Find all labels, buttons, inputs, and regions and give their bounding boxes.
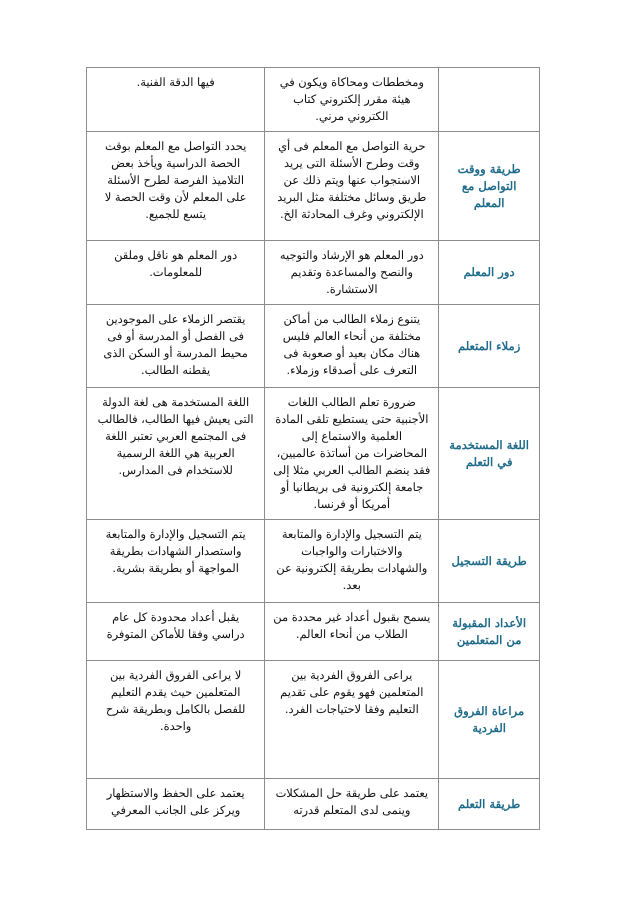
comparison-table bbox=[86, 67, 540, 830]
traditional-learning-cell: لا يراعى الفروق الفردية بين المتعلمين حيث يقدم التعليم للفصل بالكامل وبطريقة شرح واحدة. bbox=[87, 661, 265, 779]
traditional-learning-cell: يحدد التواصل مع المعلم بوقت الحصة الدراسية ويأخذ بعض التلاميذ الفرصة لطرح الأسئلة على المعلم لأن وقت الحصة لا يتسع للجميع. bbox=[87, 132, 265, 241]
row-header: اللغة المستخدمة في التعلم bbox=[439, 388, 540, 520]
table-row bbox=[87, 779, 540, 830]
row-header: مراعاة الفروق الفردية bbox=[439, 661, 540, 779]
traditional-learning-cell: اللغة المستخدمة هى لغة الدولة التى يعيش فيها الطالب، فالطالب فى المجتمع العربي تعتبر اللغة العربية هي اللغة الرسمية للاستخدام فى المدارس. bbox=[87, 388, 265, 520]
traditional-learning-cell: يقبل أعداد محدودة كل عام دراسي وفقا للأماكن المتوفرة bbox=[87, 603, 265, 661]
traditional-learning-cell: فيها الدقة الفنية. bbox=[87, 68, 265, 132]
table-row bbox=[87, 68, 540, 132]
row-header: زملاء المتعلم bbox=[439, 305, 540, 388]
row-header: طريقة ووقت التواصل مع المعلم bbox=[439, 132, 540, 241]
online-learning-cell: يسمح بقبول أعداد غير محددة من الطلاب من أنحاء العالم. bbox=[265, 603, 439, 661]
row-header: دور المعلم bbox=[439, 241, 540, 305]
online-learning-cell: يتم التسجيل والإدارة والمتابعة والاختبارات والواجبات والشهادات بطريقة إلكترونية عن بعد. bbox=[265, 520, 439, 603]
traditional-learning-cell: يتم التسجيل والإدارة والمتابعة واستصدار الشهادات بطريقة المواجهة أو بطريقة بشرية. bbox=[87, 520, 265, 603]
online-learning-cell: يعتمد على طريقة حل المشكلات وينمى لدى المتعلم قدرته bbox=[265, 779, 439, 830]
row-header: الأعداد المقبولة من المتعلمين bbox=[439, 603, 540, 661]
online-learning-cell: يراعى الفروق الفردية بين المتعلمين فهو يقوم على تقديم التعليم وفقا لاحتياجات الفرد. bbox=[265, 661, 439, 779]
row-header bbox=[439, 68, 540, 132]
online-learning-cell: دور المعلم هو الإرشاد والتوجيه والنصح والمساعدة وتقديم الاستشارة. bbox=[265, 241, 439, 305]
online-learning-cell: ومخططات ومحاكاة ويكون في هيئة مقرر إلكتروني كتاب الكتروني مرني. bbox=[265, 68, 439, 132]
row-header: طريقة التعلم bbox=[439, 779, 540, 830]
online-learning-cell: حرية التواصل مع المعلم فى أي وقت وطرح الأسئلة التى يريد الاستجواب عنها ويتم ذلك عن طريق وسائل مختلفة مثل البريد الإلكتروني وغرف المحادثة الخ. bbox=[265, 132, 439, 241]
traditional-learning-cell: يعتمد على الحفظ والاستظهار ويركز على الجانب المعرفي bbox=[87, 779, 265, 830]
online-learning-cell: ضرورة تعلم الطالب اللغات الأجنبية حتى يستطيع تلقى المادة العلمية والاستماع إلى المحاضرات من أساتذة عالميين، فقد ينضم الطالب العربي مثلا إلى جامعة إلكترونية فى بريطانيا أو أمريكا أو فرنسا. bbox=[265, 388, 439, 520]
table-row bbox=[87, 520, 540, 603]
traditional-learning-cell: دور المعلم هو ناقل وملقن للمعلومات. bbox=[87, 241, 265, 305]
row-header: طريقة التسجيل bbox=[439, 520, 540, 603]
table-row bbox=[87, 305, 540, 388]
table-row bbox=[87, 603, 540, 661]
online-learning-cell: يتنوع زملاء الطالب من أماكن مختلفة من أنحاء العالم فليس هناك مكان بعيد أو صعوبة فى التعرف على أصدقاء وزملاء. bbox=[265, 305, 439, 388]
traditional-learning-cell: يقتصر الزملاء على الموجودين فى الفصل أو المدرسة أو فى محيط المدرسة أو السكن الذى يقطنه الطالب. bbox=[87, 305, 265, 388]
table-row bbox=[87, 132, 540, 241]
table-row bbox=[87, 661, 540, 779]
table-row bbox=[87, 388, 540, 520]
table-row bbox=[87, 241, 540, 305]
